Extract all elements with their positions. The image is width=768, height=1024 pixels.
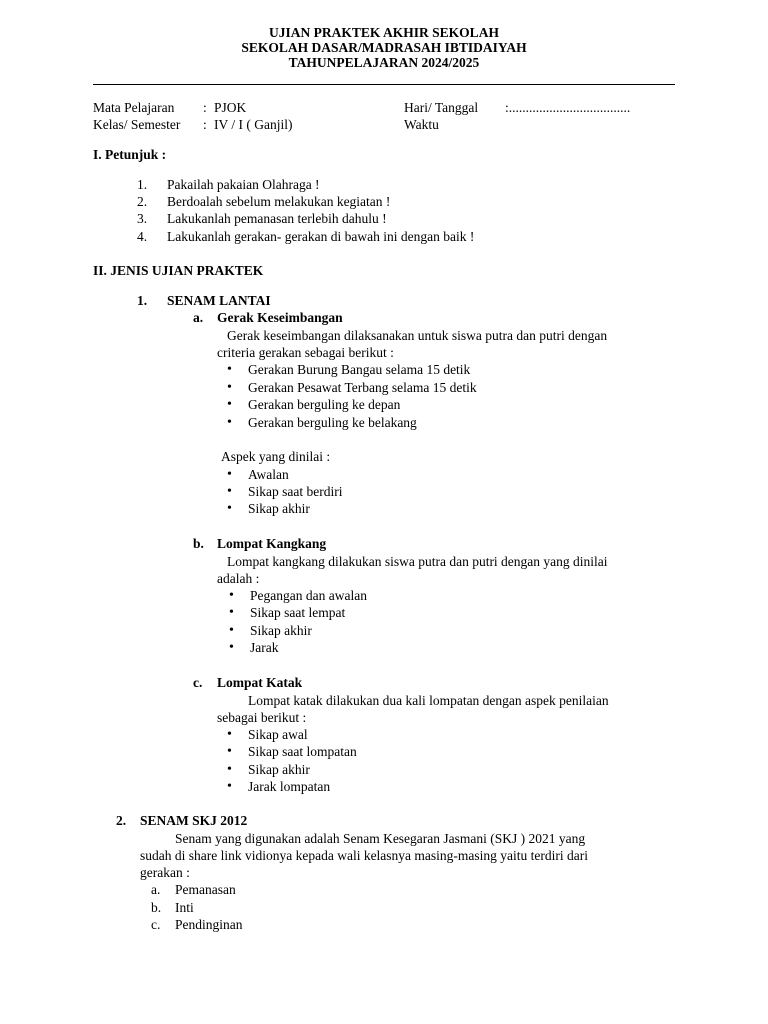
hari-value: :....................................: [505, 100, 631, 115]
bullet-item: • Sikap saat berdiri: [248, 483, 342, 500]
item-c-paragraph-1: Lompat katak dilakukan dua kali lompatan dengan aspek penilaian: [248, 693, 609, 708]
bullet-item: • Sikap awal: [248, 726, 308, 743]
sub-2-title: SENAM SKJ 2012: [140, 813, 248, 828]
instruction-number: 2.: [137, 194, 148, 209]
item-a-label: a.: [193, 310, 204, 325]
movement-text: Pendinginan: [175, 917, 243, 932]
instruction-text: Lakukanlah pemanasan terlebih dahulu !: [167, 211, 387, 226]
movement-label: c.: [151, 917, 161, 932]
movement-label: a.: [151, 882, 161, 897]
movement-text: Pemanasan: [175, 882, 236, 897]
item-b-label: b.: [193, 536, 204, 551]
header-line-1: UJIAN PRAKTEK AKHIR SEKOLAH: [269, 25, 499, 40]
sub-2-number: 2.: [116, 813, 127, 828]
bullet-item: • Sikap saat lempat: [250, 604, 345, 621]
kelas-colon: :: [203, 117, 207, 132]
item-a-title: Gerak Keseimbangan: [217, 310, 343, 325]
bullet-item: • Jarak lompatan: [248, 778, 330, 795]
sub-2-paragraph-3: gerakan :: [140, 865, 190, 880]
instruction-text: Pakailah pakaian Olahraga !: [167, 177, 320, 192]
instruction-text: Berdoalah sebelum melakukan kegiatan !: [167, 194, 391, 209]
instruction-number: 1.: [137, 177, 148, 192]
header-divider: [93, 84, 675, 85]
item-c-label: c.: [193, 675, 203, 690]
item-a-paragraph-1: Gerak keseimbangan dilaksanakan untuk siswa putra dan putri dengan: [227, 328, 608, 343]
header-line-3: TAHUNPELAJARAN 2024/2025: [288, 55, 480, 70]
sub-2-paragraph-1: Senam yang digunakan adalah Senam Kesegaran Jasmani (SKJ ) 2021 yang: [175, 831, 586, 846]
header-line-2: SEKOLAH DASAR/MADRASAH IBTIDAIYAH: [241, 40, 527, 55]
item-b-paragraph-2: adalah :: [217, 571, 260, 586]
sub-2-paragraph-2: sudah di share link vidionya kepada wali kelasnya masing-masing yaitu terdiri dari: [140, 848, 589, 863]
sub-1-title: SENAM LANTAI: [167, 293, 271, 308]
bullet-item: • Pegangan dan awalan: [250, 587, 367, 604]
bullet-item: • Gerakan Pesawat Terbang selama 15 detik: [248, 379, 477, 396]
section-1-heading: I. Petunjuk :: [93, 147, 167, 162]
bullet-item: • Gerakan Burung Bangau selama 15 detik: [248, 361, 470, 378]
bullet-item: • Awalan: [248, 466, 289, 483]
instruction-text: Lakukanlah gerakan- gerakan di bawah ini dengan baik !: [167, 229, 475, 244]
item-b-paragraph-1: Lompat kangkang dilakukan siswa putra dan putri dengan yang dinilai: [227, 554, 608, 569]
mapel-colon: :: [203, 100, 207, 115]
bullet-item: • Jarak: [250, 639, 278, 656]
item-c-paragraph-2: sebagai berikut :: [217, 710, 307, 725]
aspek-label: Aspek yang dinilai :: [221, 449, 331, 464]
kelas-label: Kelas/ Semester: [93, 117, 181, 132]
bullet-item: • Sikap akhir: [248, 500, 310, 517]
bullet-item: • Sikap saat lompatan: [248, 743, 357, 760]
sub-1-number: 1.: [137, 293, 148, 308]
bullet-item: • Gerakan berguling ke depan: [248, 396, 400, 413]
kelas-value: IV / I ( Ganjil): [214, 117, 293, 132]
item-b-title: Lompat Kangkang: [217, 536, 327, 551]
movement-label: b.: [151, 900, 162, 915]
mapel-value: PJOK: [214, 100, 247, 115]
bullet-item: • Gerakan berguling ke belakang: [248, 414, 417, 431]
bullet-item: • Sikap akhir: [248, 761, 310, 778]
item-a-paragraph-2: criteria gerakan sebagai berikut :: [217, 345, 394, 360]
mapel-label: Mata Pelajaran: [93, 100, 175, 115]
section-2-heading: II. JENIS UJIAN PRAKTEK: [93, 263, 264, 278]
hari-label: Hari/ Tanggal: [404, 100, 479, 115]
movement-text: Inti: [175, 900, 194, 915]
bullet-item: • Sikap akhir: [250, 622, 312, 639]
instruction-number: 4.: [137, 229, 148, 244]
waktu-label: Waktu: [404, 117, 439, 132]
instruction-number: 3.: [137, 211, 148, 226]
item-c-title: Lompat Katak: [217, 675, 303, 690]
